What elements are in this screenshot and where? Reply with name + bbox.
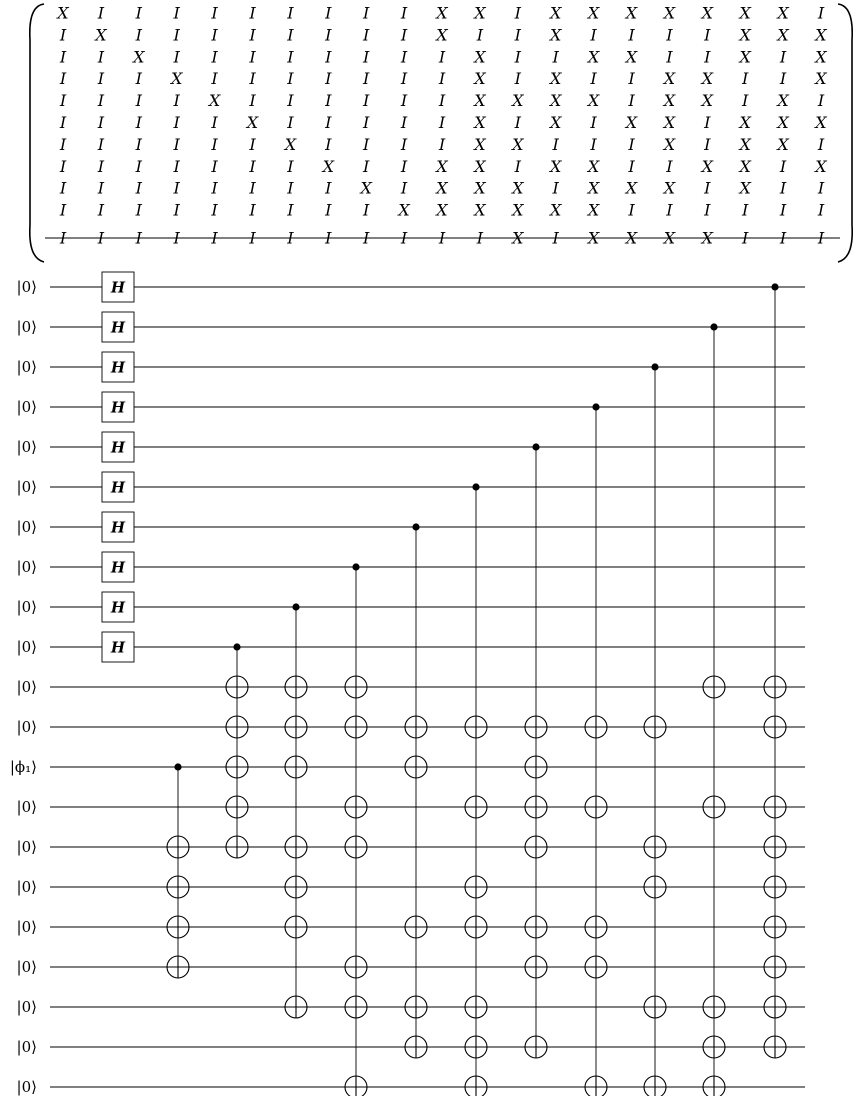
matrix-entry: I <box>628 156 635 176</box>
matrix-entry: X <box>587 228 600 248</box>
matrix-entry: I <box>704 134 711 154</box>
matrix-entry: X <box>739 113 751 132</box>
matrix-entry: I <box>59 178 67 198</box>
matrix-entry: I <box>514 156 521 176</box>
matrix-entry: I <box>363 91 370 111</box>
matrix-entry: I <box>363 47 370 67</box>
matrix-entry: I <box>438 91 446 111</box>
qubit-label: |0⟩ <box>16 278 37 296</box>
matrix-entry: I <box>135 178 142 198</box>
matrix-entry: I <box>400 47 408 67</box>
matrix-entry: I <box>742 91 749 111</box>
matrix-entry: X <box>512 178 524 198</box>
matrix-entry: X <box>663 134 676 154</box>
matrix-entry: I <box>211 228 218 248</box>
matrix-entry: I <box>211 200 218 220</box>
matrix-entry: I <box>249 69 256 89</box>
matrix-entry: I <box>325 47 332 67</box>
matrix-entry: I <box>438 113 446 132</box>
matrix-entry: I <box>97 47 105 67</box>
matrix-entry: I <box>476 25 484 45</box>
matrix-entry: X <box>322 156 334 176</box>
matrix-entry: X <box>815 156 827 176</box>
control-dot <box>532 443 539 450</box>
matrix-entry: I <box>249 134 256 154</box>
matrix-entry: I <box>249 200 256 220</box>
matrix-entry: I <box>287 178 294 198</box>
matrix-entry: I <box>438 47 446 67</box>
matrix-entry: I <box>779 228 787 248</box>
matrix-entry: I <box>704 25 711 45</box>
matrix-entry: X <box>550 200 562 220</box>
matrix-entry: X <box>550 113 562 132</box>
matrix-entry: I <box>173 3 180 23</box>
matrix-entry: X <box>512 200 524 220</box>
hadamard-gate-label: H <box>110 358 126 377</box>
matrix-entry: X <box>436 3 448 23</box>
control-dot <box>472 483 479 490</box>
matrix-entry: X <box>133 47 145 67</box>
matrix-entry: I <box>59 228 67 248</box>
matrix-entry: I <box>211 134 218 154</box>
matrix-entry: X <box>625 178 638 198</box>
matrix-entry: I <box>400 69 408 89</box>
matrix-entry: I <box>249 3 256 23</box>
matrix-entry: I <box>400 228 408 248</box>
matrix-entry: I <box>666 156 673 176</box>
matrix-entry: I <box>514 25 521 45</box>
control-dot <box>771 283 778 290</box>
matrix-entry: X <box>474 47 486 67</box>
matrix-entry: X <box>474 200 486 220</box>
matrix-entry: I <box>363 134 370 154</box>
matrix-entry: X <box>550 3 562 23</box>
matrix-entry: I <box>59 25 67 45</box>
matrix-entry: I <box>438 69 446 89</box>
matrix-entry: X <box>739 25 751 45</box>
matrix-entry: I <box>742 228 749 248</box>
matrix-entry: X <box>663 228 676 248</box>
matrix-entry: I <box>287 113 294 132</box>
hadamard-gate-label: H <box>110 398 126 417</box>
matrix-entry: I <box>173 200 180 220</box>
matrix-entry: I <box>704 200 711 220</box>
matrix-entry: X <box>246 113 259 132</box>
matrix-entry: X <box>474 178 486 198</box>
matrix-entry: I <box>400 156 408 176</box>
matrix-entry: X <box>701 91 713 111</box>
matrix-entry: I <box>325 25 332 45</box>
matrix-entry: I <box>325 228 332 248</box>
qubit-label: |0⟩ <box>16 918 37 936</box>
qubit-label: |0⟩ <box>16 638 37 656</box>
control-dot <box>292 603 299 610</box>
matrix-entry: I <box>211 178 218 198</box>
matrix-entry: I <box>135 113 142 132</box>
matrix-entry: I <box>817 200 825 220</box>
matrix-entry: I <box>249 156 256 176</box>
matrix-entry: I <box>363 3 370 23</box>
matrix-entry: I <box>552 228 559 248</box>
matrix-entry: I <box>135 25 142 45</box>
matrix-entry: I <box>59 156 67 176</box>
matrix-entry: I <box>249 91 256 111</box>
matrix-entry: X <box>701 228 713 248</box>
matrix-entry: I <box>742 69 749 89</box>
matrix-entry: X <box>625 228 638 248</box>
matrix-entry: I <box>135 91 142 111</box>
matrix-entry: I <box>817 178 825 198</box>
matrix-entry: X <box>701 156 713 176</box>
matrix-entry: X <box>815 47 827 67</box>
matrix-entry: I <box>287 156 294 176</box>
matrix-entry: I <box>666 47 673 67</box>
matrix-entry: X <box>739 134 751 154</box>
matrix-entry: I <box>325 134 332 154</box>
matrix-entry: I <box>173 134 180 154</box>
matrix-entry: X <box>701 69 713 89</box>
matrix-entry: X <box>398 200 410 220</box>
control-dot <box>651 363 658 370</box>
control-dot <box>233 643 240 650</box>
matrix-entry: I <box>666 25 673 45</box>
qubit-label: |0⟩ <box>16 1078 37 1096</box>
matrix-entry: X <box>777 134 789 154</box>
matrix-entry: I <box>779 178 787 198</box>
matrix-entry: I <box>59 113 67 132</box>
matrix-entry: X <box>208 91 221 111</box>
matrix-entry: I <box>363 200 370 220</box>
matrix-entry: X <box>587 178 600 198</box>
matrix-entry: I <box>97 69 105 89</box>
matrix-entry: X <box>663 69 676 89</box>
control-dot <box>352 563 359 570</box>
matrix-entry: I <box>97 156 105 176</box>
matrix-entry: I <box>628 91 635 111</box>
matrix-entry: X <box>739 47 751 67</box>
matrix-entry: X <box>739 178 751 198</box>
matrix-entry: I <box>514 47 521 67</box>
matrix-entry: X <box>777 113 789 132</box>
matrix-entry: X <box>436 178 448 198</box>
matrix-entry: I <box>135 3 142 23</box>
matrix-entry: I <box>97 3 105 23</box>
matrix-entry: I <box>287 3 294 23</box>
matrix-entry: I <box>173 91 180 111</box>
matrix-entry: I <box>173 47 180 67</box>
matrix-entry: I <box>59 134 67 154</box>
matrix-entry: I <box>400 91 408 111</box>
matrix-entry: X <box>474 3 486 23</box>
matrix-entry: I <box>59 47 67 67</box>
quantum-circuit <box>10 272 805 1096</box>
matrix-entry: X <box>815 113 827 132</box>
matrix-entry: I <box>287 91 294 111</box>
matrix-entry: X <box>777 25 789 45</box>
right-parenthesis <box>838 4 852 262</box>
matrix-entry: X <box>663 113 676 132</box>
matrix-entry: X <box>474 69 486 89</box>
qubit-label: |0⟩ <box>16 518 37 536</box>
control-dot <box>174 763 181 770</box>
matrix-entry: X <box>663 91 676 111</box>
matrix-entry: I <box>400 134 408 154</box>
matrix-entry: I <box>135 69 142 89</box>
matrix-entry: I <box>704 113 711 132</box>
matrix-entry: I <box>779 156 787 176</box>
matrix-entry: I <box>287 69 294 89</box>
matrix-entry: X <box>587 3 600 23</box>
matrix-entry: I <box>325 69 332 89</box>
matrix-entry: X <box>436 25 448 45</box>
left-parenthesis <box>30 4 44 262</box>
matrix-entry: I <box>742 200 749 220</box>
matrix-entry: I <box>363 228 370 248</box>
matrix-entry: I <box>476 228 484 248</box>
matrix-entry: I <box>249 228 256 248</box>
matrix-entry: X <box>360 178 372 198</box>
matrix-entry: I <box>211 3 218 23</box>
matrix-entry: I <box>97 91 105 111</box>
matrix-entry: I <box>779 69 787 89</box>
matrix-entry: X <box>436 156 448 176</box>
matrix-entry: X <box>436 200 448 220</box>
matrix-entry: I <box>287 25 294 45</box>
matrix-entry: I <box>438 228 446 248</box>
matrix-entry: X <box>512 228 524 248</box>
matrix-entry: I <box>211 113 218 132</box>
matrix-entry: I <box>287 47 294 67</box>
qubit-label: |ϕ₁⟩ <box>9 758 37 776</box>
matrix-entry: X <box>550 156 562 176</box>
matrix-entry: I <box>211 156 218 176</box>
matrix-entry: I <box>287 200 294 220</box>
matrix-entry: X <box>625 3 638 23</box>
hadamard-gate-label: H <box>110 318 126 337</box>
qubit-label: |0⟩ <box>16 558 37 576</box>
qubit-label: |0⟩ <box>16 1038 37 1056</box>
matrix-entry: X <box>663 178 676 198</box>
matrix-entry: I <box>817 91 825 111</box>
matrix-entry: I <box>97 178 105 198</box>
control-dot <box>592 403 599 410</box>
qubit-label: |0⟩ <box>16 798 37 816</box>
matrix-entry: I <box>325 3 332 23</box>
matrix-entry: I <box>779 200 787 220</box>
matrix-entry: I <box>249 25 256 45</box>
hadamard-gate-label: H <box>110 438 126 457</box>
matrix-entry: I <box>135 228 142 248</box>
matrix-entry: X <box>663 3 676 23</box>
matrix-entry: I <box>628 134 635 154</box>
matrix-entry: I <box>173 156 180 176</box>
matrix-entry: I <box>325 91 332 111</box>
matrix-entry: I <box>97 228 105 248</box>
matrix-entry: I <box>287 228 294 248</box>
matrix-entry: X <box>512 134 524 154</box>
qubit-label: |0⟩ <box>16 838 37 856</box>
matrix-entry: I <box>325 200 332 220</box>
matrix-entry: X <box>550 91 562 111</box>
matrix-entry: I <box>400 178 408 198</box>
matrix-entry: I <box>817 3 825 23</box>
matrix-entry: I <box>704 178 711 198</box>
matrix-entry: X <box>512 91 524 111</box>
matrix-entry: X <box>587 91 600 111</box>
matrix-entry: I <box>363 156 370 176</box>
matrix-entry: I <box>173 113 180 132</box>
matrix-entry: X <box>171 69 183 89</box>
qubit-label: |0⟩ <box>16 318 37 336</box>
qubit-label: |0⟩ <box>16 678 37 696</box>
qubit-label: |0⟩ <box>16 958 37 976</box>
qubit-label: |0⟩ <box>16 438 37 456</box>
matrix-entry: I <box>400 3 408 23</box>
matrix-entry: I <box>363 25 370 45</box>
matrix-entry: I <box>59 91 67 111</box>
matrix-entry: I <box>97 113 105 132</box>
hadamard-gate-label: H <box>110 518 126 537</box>
stabilizer-matrix <box>30 4 852 263</box>
qubit-label: |0⟩ <box>16 598 37 616</box>
matrix-entry: I <box>135 200 142 220</box>
control-dot <box>412 523 419 530</box>
matrix-entry: X <box>474 113 486 132</box>
matrix-entry: I <box>552 134 559 154</box>
matrix-entry: X <box>815 69 827 89</box>
matrix-entry: X <box>587 47 600 67</box>
matrix-entry: I <box>590 134 597 154</box>
matrix-entry: I <box>628 25 635 45</box>
qubit-label: |0⟩ <box>16 478 37 496</box>
hadamard-gate-label: H <box>110 558 126 577</box>
matrix-entry: X <box>57 3 69 23</box>
matrix-entry: X <box>739 156 751 176</box>
matrix-entry: I <box>628 69 635 89</box>
matrix-entry: I <box>666 200 673 220</box>
matrix-entry: I <box>704 47 711 67</box>
matrix-entry: I <box>514 69 521 89</box>
matrix-entry: X <box>739 3 751 23</box>
hadamard-gate-label: H <box>110 638 126 657</box>
matrix-entry: X <box>625 113 638 132</box>
matrix-entry: I <box>438 134 446 154</box>
matrix-entry: I <box>325 178 332 198</box>
matrix-entry: X <box>474 156 486 176</box>
matrix-entry: I <box>249 178 256 198</box>
matrix-entry: I <box>135 156 142 176</box>
matrix-entry: I <box>211 69 218 89</box>
matrix-entry: I <box>514 3 521 23</box>
matrix-entry: I <box>590 69 597 89</box>
control-dot <box>710 323 717 330</box>
matrix-entry: I <box>211 47 218 67</box>
qubit-label: |0⟩ <box>16 358 37 376</box>
matrix-entry: I <box>325 113 332 132</box>
matrix-entry: X <box>587 200 600 220</box>
matrix-entry: I <box>590 25 597 45</box>
matrix-entry: I <box>817 134 825 154</box>
matrix-entry: X <box>474 134 486 154</box>
hadamard-gate-label: H <box>110 278 126 297</box>
matrix-entry: I <box>135 134 142 154</box>
matrix-entry: X <box>550 25 562 45</box>
matrix-entry: I <box>552 47 559 67</box>
matrix-entry: I <box>97 134 105 154</box>
matrix-entry: I <box>514 113 521 132</box>
matrix-entry: I <box>97 200 105 220</box>
matrix-entry: I <box>400 113 408 132</box>
matrix-entry: I <box>173 178 180 198</box>
matrix-entry: I <box>173 25 180 45</box>
matrix-entry: X <box>474 91 486 111</box>
hadamard-gate-label: H <box>110 478 126 497</box>
matrix-entry: X <box>587 156 600 176</box>
matrix-entry: X <box>284 134 297 154</box>
qubit-label: |0⟩ <box>16 398 37 416</box>
matrix-entry: X <box>777 3 789 23</box>
matrix-entry: I <box>400 25 408 45</box>
matrix-entry: I <box>173 228 180 248</box>
matrix-entry: I <box>211 25 218 45</box>
qubit-label: |0⟩ <box>16 718 37 736</box>
matrix-entry: X <box>550 69 562 89</box>
matrix-entry: I <box>363 69 370 89</box>
qubit-label: |0⟩ <box>16 878 37 896</box>
matrix-entry: I <box>817 228 825 248</box>
matrix-entry: I <box>59 69 67 89</box>
matrix-entry: I <box>552 178 559 198</box>
matrix-entry: X <box>777 91 789 111</box>
matrix-entry: I <box>590 113 597 132</box>
matrix-entry: I <box>779 47 787 67</box>
matrix-entry: X <box>815 25 827 45</box>
matrix-entry: X <box>95 25 107 45</box>
matrix-entry: X <box>625 47 638 67</box>
matrix-entry: I <box>363 113 370 132</box>
qubit-label: |0⟩ <box>16 998 37 1016</box>
matrix-entry: X <box>701 3 713 23</box>
matrix-entry: I <box>59 200 67 220</box>
matrix-entry: I <box>628 200 635 220</box>
hadamard-gate-label: H <box>110 598 126 617</box>
matrix-entry: I <box>249 47 256 67</box>
